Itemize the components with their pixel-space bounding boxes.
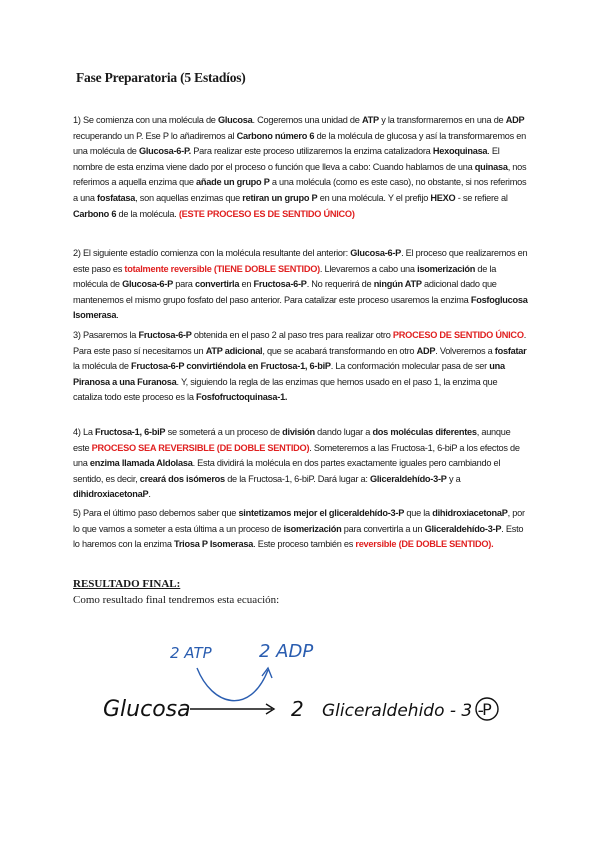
paragraph-step-4: 4) La Fructosa-1, 6-biP se someterá a un proceso de división dando lugar a dos moléculas diferentes, aunque este PROCESO SEA REVERSIBLE (DE DOBLE SENTIDO). Someteremos a las Fructosa-1, 6-biP a los efectos de una enzima llamada Aldolasa. Esta dividirá la molécula en dos partes exactamente iguales pero cambiando el sentido, es decir, creará dos isómeros de la Fructosa-1, 6-biP. Dará lugar a: Gliceraldehído-3-P y a dihidroxiacetonaP. <box>73 427 520 500</box>
cofactor-curve <box>197 668 268 701</box>
paragraph-step-1: 1) Se comienza con una molécula de Glucosa. Cogeremos una unidad de ATP y la transformaremos en una de ADP recuperando un P. Ese P lo añadiremos al Carbono número 6 de la molécula de glucosa y así la transformaremos en una molécula de Glucosa-6-P. Para realizar este proceso utilizaremos la enzima catalizadora Hexoquinasa. El nombre de esta enzima viene dado por el proceso o función que lleva a cabo: Cuando hablamos de una quinasa, nos referimos a aquella enzima que añade un grupo P a una molécula (como es este caso), no obstante, si nos referimos a una fosfatasa, son aquellas enzimas que retiran un grupo P en una molécula. Y el prefijo HEXO - se refiere al Carbono 6 de la molécula. (ESTE PROCESO ES DE SENTIDO ÚNICO) <box>73 115 527 219</box>
highlight-red: PROCESO DE SENTIDO ÚNICO <box>392 330 524 340</box>
atp-label: 2 ATP <box>170 644 212 662</box>
highlight-red: totalmente reversible (TIENE DOBLE SENTIDO) <box>124 263 320 274</box>
adp-label: 2 ADP <box>259 641 314 662</box>
result-heading: RESULTADO FINAL: <box>73 578 181 590</box>
paragraph-step-5: 5) Para el último paso debemos saber que sintetizamos mejor el gliceraldehído-3-P que la dihidroxiacetonaP, por lo que vamos a someter a esta última a un proceso de isomerización para convertirla a un Gliceraldehído-3-P. Esto lo haremos con la enzima Triosa P Isomerasa. Este proceso también es reversible (DE DOBLE SENTIDO). <box>73 508 525 550</box>
page-title: Fase Preparatoria (5 Estadíos) <box>76 70 246 85</box>
product-gliceraldehido: Gliceraldehido - 3 - <box>322 701 484 721</box>
result-text: Como resultado final tendremos esta ecuación: <box>73 594 280 606</box>
highlight-red: (ESTE PROCESO ES DE SENTIDO ÚNICO) <box>178 208 355 219</box>
paragraph-step-2: 2) El siguiente estadío comienza con la molécula resultante del anterior: Glucosa-6-P. El proceso que realizaremos en este paso es totalmente reversible (TIENE DOBLE SENTIDO). Llevaremos a cabo una isomerización de la molécula de Glucosa-6-P para convertirla en Fructosa-6-P. No requerirá de ningún ATP adicional dado que mantenemos el mismo grupo fosfato del paso anterior. Para catalizar este proceso usaremos la enzima Fosfoglucosa Isomerasa. <box>73 248 528 321</box>
phosphate-label: P <box>482 700 492 719</box>
highlight-red: PROCESO SEA REVERSIBLE (DE DOBLE SENTIDO) <box>91 442 310 453</box>
product-coefficient: 2 <box>291 697 304 721</box>
handwritten-equation <box>0 630 600 740</box>
paragraph-step-3: 3) Pasaremos la Fructosa-6-P obtenida en el paso 2 al paso tres para realizar otro PROCESO DE SENTIDO ÚNICO. Para este paso sí necesitamos un ATP adicional, que se acabará transformando en otro ADP. Volveremos a fosfatar la molécula de Fructosa-6-P convirtiéndola en Fructosa-1, 6-biP. La conformación molecular pasa de ser una Piranosa a una Furanosa. Y, siguiendo la regla de las enzimas que hemos usado en el paso 1, la enzima que cataliza todo este proceso es la Fosfofructoquinasa-1. <box>73 330 527 403</box>
highlight-red: reversible (DE DOBLE SENTIDO). <box>355 539 494 550</box>
reactant-glucosa: Glucosa <box>103 697 191 722</box>
